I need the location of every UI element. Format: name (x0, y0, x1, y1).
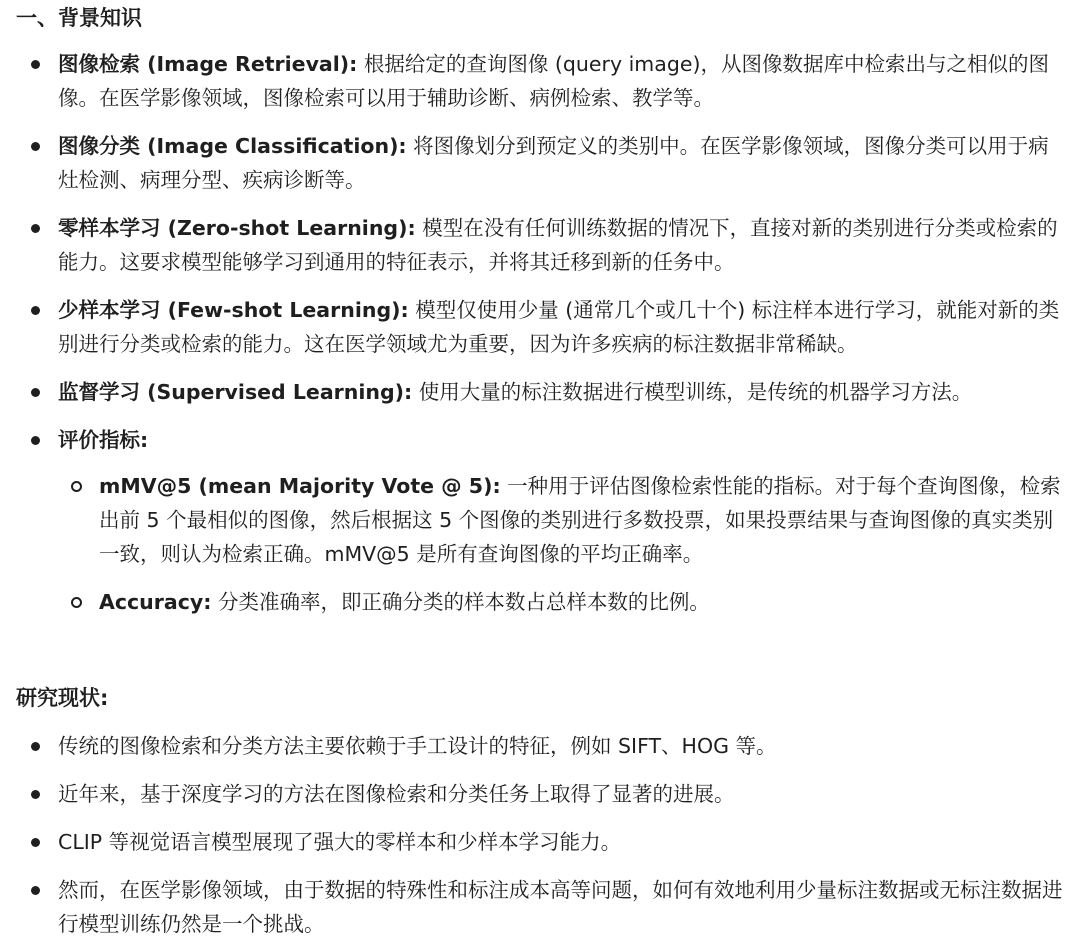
list-item-few-shot (0, 293, 1080, 361)
term-label: 零样本学习 (Zero-shot Learning): (58, 216, 416, 240)
term-description: 根据给定的查询图像 (query image)，从图像数据库中检索出与之相似的图像。在医学影像领域，图像检索可以用于辅助诊断、病例检索、教学等。 (58, 52, 1049, 110)
bullet-icon (31, 886, 40, 895)
term-description: 将图像划分到预定义的类别中。在医学影像领域，图像分类可以用于病灶检测、病理分型、疾病诊断等。 (58, 134, 1049, 192)
bullet-icon (31, 436, 40, 445)
item-text: CLIP 等视觉语言模型展现了强大的零样本和少样本学习能力。 (58, 830, 622, 854)
term-label: 少样本学习 (Few-shot Learning): (58, 298, 409, 322)
term-description: 分类准确率，即正确分类的样本数占总样本数的比例。 (211, 590, 710, 614)
bullet-icon (31, 742, 40, 751)
term-label: 图像检索 (Image Retrieval): (58, 52, 358, 76)
term-description: 模型在没有任何训练数据的情况下，直接对新的类别进行分类或检索的能力。这要求模型能够学习到通用的特征表示，并将其迁移到新的任务中。 (58, 216, 1058, 274)
list-item-zero-shot (0, 211, 1080, 279)
term-description: 使用大量的标注数据进行模型训练，是传统的机器学习方法。 (412, 380, 973, 404)
item-text: 传统的图像检索和分类方法主要依赖于手工设计的特征，例如 SIFT、HOG 等。 (58, 734, 777, 758)
list-item-image-classification (0, 129, 1080, 197)
term-label: mMV@5 (mean Majority Vote @ 5): (99, 474, 501, 498)
section-heading-research-status: 研究现状: (16, 686, 109, 710)
bullet-icon (31, 306, 40, 315)
background-list (0, 47, 1080, 619)
hollow-bullet-icon (71, 481, 82, 492)
term-label: 监督学习 (Supervised Learning): (58, 380, 413, 404)
bullet-icon (31, 224, 40, 233)
sub-item-accuracy (0, 585, 1080, 619)
list-item (0, 777, 1080, 811)
list-item (0, 873, 1080, 941)
list-item (0, 729, 1080, 763)
bullet-icon (31, 790, 40, 799)
section-heading-background: 一、背景知识 (16, 6, 142, 30)
term-label: Accuracy: (99, 590, 212, 614)
term-description: 模型仅使用少量 (通常几个或几十个) 标注样本进行学习，就能对新的类别进行分类或检索的能力。这在医学领域尤为重要，因为许多疾病的标注数据非常稀缺。 (58, 298, 1060, 356)
bullet-icon (31, 60, 40, 69)
bullet-icon (31, 838, 40, 847)
list-item-image-retrieval (0, 47, 1080, 115)
bullet-icon (31, 142, 40, 151)
item-text: 近年来，基于深度学习的方法在图像检索和分类任务上取得了显著的进展。 (58, 782, 735, 806)
bullet-icon (31, 388, 40, 397)
research-status-list (0, 729, 1080, 941)
hollow-bullet-icon (71, 597, 82, 608)
term-label: 评价指标: (58, 428, 149, 452)
list-item-metrics (0, 423, 1080, 457)
term-description: 一种用于评估图像检索性能的指标。对于每个查询图像，检索出前 5 个最相似的图像，然后根据这 5 个图像的类别进行多数投票，如果投票结果与查询图像的真实类别一致，则认为检索正确。mMV@5 是所有查询图像的平均正确率。 (99, 474, 1061, 566)
term-label: 图像分类 (Image Classification): (58, 134, 407, 158)
list-item (0, 825, 1080, 859)
sub-item-mmv5 (0, 469, 1080, 571)
item-text: 然而，在医学影像领域，由于数据的特殊性和标注成本高等问题，如何有效地利用少量标注数据或无标注数据进行模型训练仍然是一个挑战。 (58, 878, 1063, 936)
list-item-supervised (0, 375, 1080, 409)
